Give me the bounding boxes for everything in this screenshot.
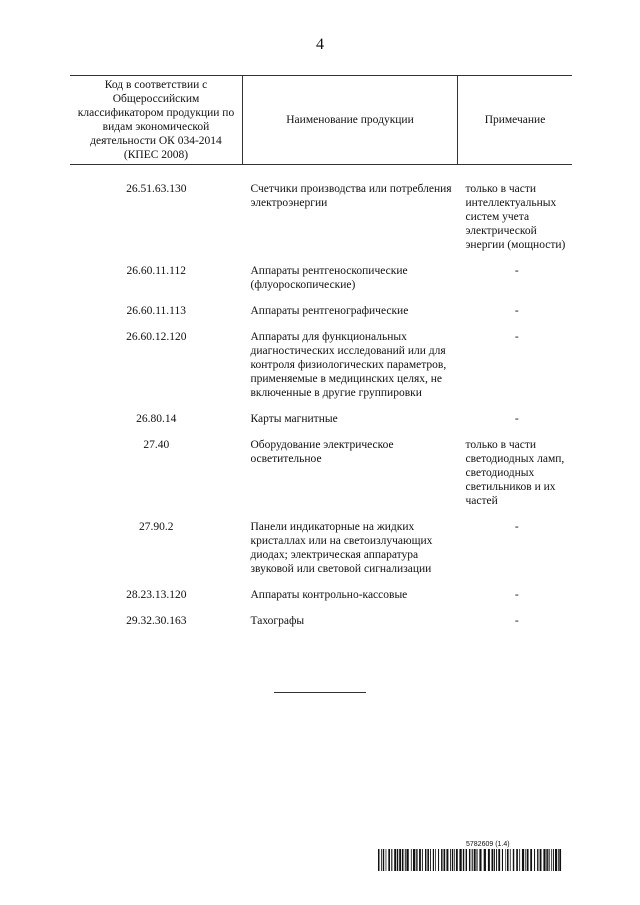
row-code: 29.32.30.163 bbox=[126, 615, 187, 627]
table-row bbox=[70, 520, 572, 588]
table-header-row bbox=[70, 76, 572, 165]
row-code: 26.60.11.113 bbox=[126, 305, 187, 317]
row-note: только в части интеллектуальных систем учета электрической энергии (мощности) bbox=[465, 183, 566, 251]
row-name: Оборудование электрическое осветительное bbox=[250, 439, 394, 465]
table-row bbox=[70, 412, 572, 438]
barcode-icon bbox=[378, 849, 563, 871]
row-note: - bbox=[514, 331, 519, 343]
table-row bbox=[70, 304, 572, 330]
row-code: 26.60.12.120 bbox=[126, 331, 187, 343]
row-code: 26.80.14 bbox=[136, 413, 177, 425]
row-note: - bbox=[514, 413, 519, 425]
document-code: 5782609 (1.4) bbox=[466, 841, 510, 848]
header-code: Код в соответствии с Общероссийским классификатором продукции по видам экономической деятельности ОК 034-2014 (КПЕС 2008) bbox=[70, 76, 243, 165]
table-row bbox=[70, 438, 572, 520]
row-code: 26.51.63.130 bbox=[126, 183, 187, 195]
row-note: - bbox=[514, 521, 519, 533]
row-note: - bbox=[514, 265, 519, 277]
table-row bbox=[70, 165, 572, 265]
row-name: Карты магнитные bbox=[250, 413, 338, 425]
row-code: 28.23.13.120 bbox=[126, 589, 187, 601]
row-code: 26.60.11.112 bbox=[126, 265, 187, 277]
row-note: только в части светодиодных ламп, светодиодных светильников и их частей bbox=[465, 439, 565, 507]
row-code: 27.90.2 bbox=[139, 521, 174, 533]
table-row bbox=[70, 330, 572, 412]
header-name: Наименование продукции bbox=[243, 76, 458, 165]
row-code: 27.40 bbox=[143, 439, 170, 451]
row-name: Тахографы bbox=[250, 615, 305, 627]
row-name: Аппараты для функциональных диагностических исследований или для контроля физиологических параметров, применяемые в медицинских целях, не включенные в другие группировки bbox=[250, 331, 447, 399]
table-row bbox=[70, 264, 572, 304]
row-note: - bbox=[514, 615, 519, 627]
row-name: Панели индикаторные на жидких кристаллах или на светоизлучающих диодах; электрическая аппаратура звуковой или световой сигнализации bbox=[250, 521, 433, 575]
page-number: 4 bbox=[316, 36, 324, 53]
row-name: Аппараты рентгенографические bbox=[250, 305, 409, 317]
row-name: Счетчики производства или потребления электроэнергии bbox=[250, 183, 452, 209]
table-row bbox=[70, 588, 572, 614]
row-name: Аппараты рентгеноскопические (флуороскопические) bbox=[250, 265, 408, 291]
header-note: Примечание bbox=[458, 76, 573, 165]
products-table bbox=[70, 75, 572, 640]
row-note: - bbox=[514, 305, 519, 317]
closing-divider bbox=[274, 692, 366, 693]
table-row bbox=[70, 614, 572, 640]
row-name: Аппараты контрольно-кассовые bbox=[250, 589, 408, 601]
row-note: - bbox=[514, 589, 519, 601]
